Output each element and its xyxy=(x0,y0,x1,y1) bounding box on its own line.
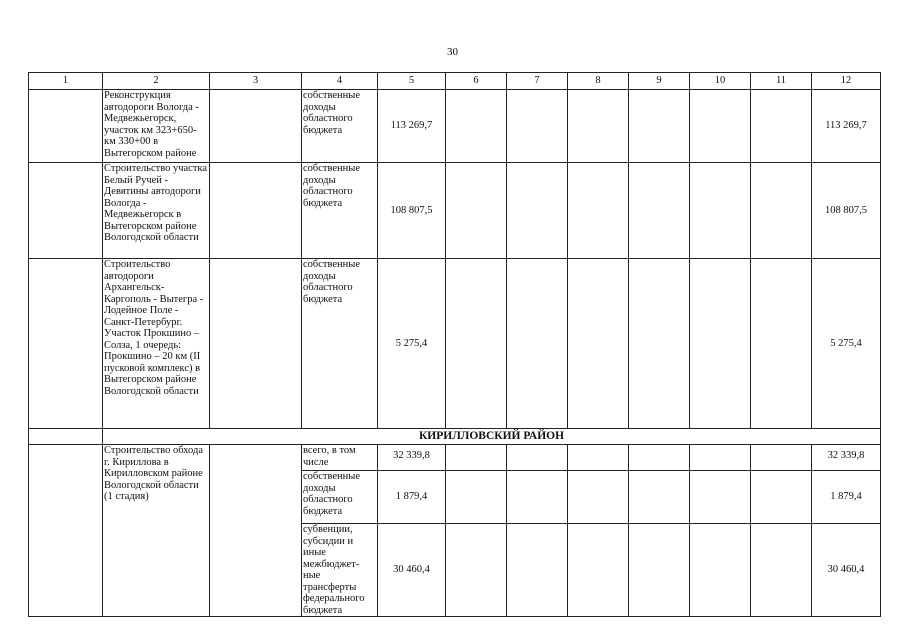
table-row xyxy=(29,90,881,163)
funding-source: субвенции, субсидии и иные межбюджет-ные трансферты федерального бюджета xyxy=(302,524,378,617)
funding-source: собственные доходы областного бюджета xyxy=(302,259,378,429)
page-number: 30 xyxy=(447,46,458,58)
project-name: Строительство автодороги Архангельск-Каргополь - Вытегра - Лодейное Поле - Санкт-Петербург. Участок Прокшино – Солза, 1 очередь: Прокшино – 20 км (II пусковой комплекс) в Вытегорском районе Вологодской области xyxy=(103,259,210,429)
project-name: Реконструкция автодороги Вологда - Медвежьегорск, участок км 323+650-км 330+00 в Вытегорском районе xyxy=(103,90,210,163)
table-row xyxy=(29,445,881,471)
amount-col12: 30 460,4 xyxy=(812,524,881,617)
column-header: 7 xyxy=(507,73,568,90)
amount-col5: 1 879,4 xyxy=(378,471,446,524)
column-header: 2 xyxy=(103,73,210,90)
project-name: Строительство обхода г. Кириллова в Кирилловском районе Вологодской области (1 стадия) xyxy=(103,445,210,617)
amount-col5: 113 269,7 xyxy=(378,90,446,163)
amount-col5: 108 807,5 xyxy=(378,163,446,259)
column-header: 8 xyxy=(568,73,629,90)
column-header: 4 xyxy=(302,73,378,90)
funding-source: собственные доходы областного бюджета xyxy=(302,471,378,524)
amount-col12: 113 269,7 xyxy=(812,90,881,163)
funding-source: всего, в том числе xyxy=(302,445,378,471)
amount-col12: 5 275,4 xyxy=(812,259,881,429)
column-header: 11 xyxy=(751,73,812,90)
amount-col12: 32 339,8 xyxy=(812,445,881,471)
table-row xyxy=(29,259,881,429)
project-name: Строительство участка Белый Ручей - Девятины автодороги Вологда - Медвежьегорск в Вытегорском районе Вологодской области xyxy=(103,163,210,259)
amount-col5: 30 460,4 xyxy=(378,524,446,617)
budget-table xyxy=(28,72,881,617)
amount-col5: 32 339,8 xyxy=(378,445,446,471)
column-header: 10 xyxy=(690,73,751,90)
column-header: 1 xyxy=(29,73,103,90)
district-row xyxy=(29,429,881,445)
funding-source: собственные доходы областного бюджета xyxy=(302,163,378,259)
column-header: 6 xyxy=(446,73,507,90)
amount-col12: 108 807,5 xyxy=(812,163,881,259)
column-header: 12 xyxy=(812,73,881,90)
column-header: 3 xyxy=(210,73,302,90)
funding-source: собственные доходы областного бюджета xyxy=(302,90,378,163)
column-header: 9 xyxy=(629,73,690,90)
table-row xyxy=(29,163,881,259)
district-title: КИРИЛЛОВСКИЙ РАЙОН xyxy=(103,429,881,445)
amount-col5: 5 275,4 xyxy=(378,259,446,429)
column-header-row xyxy=(29,73,881,90)
amount-col12: 1 879,4 xyxy=(812,471,881,524)
column-header: 5 xyxy=(378,73,446,90)
